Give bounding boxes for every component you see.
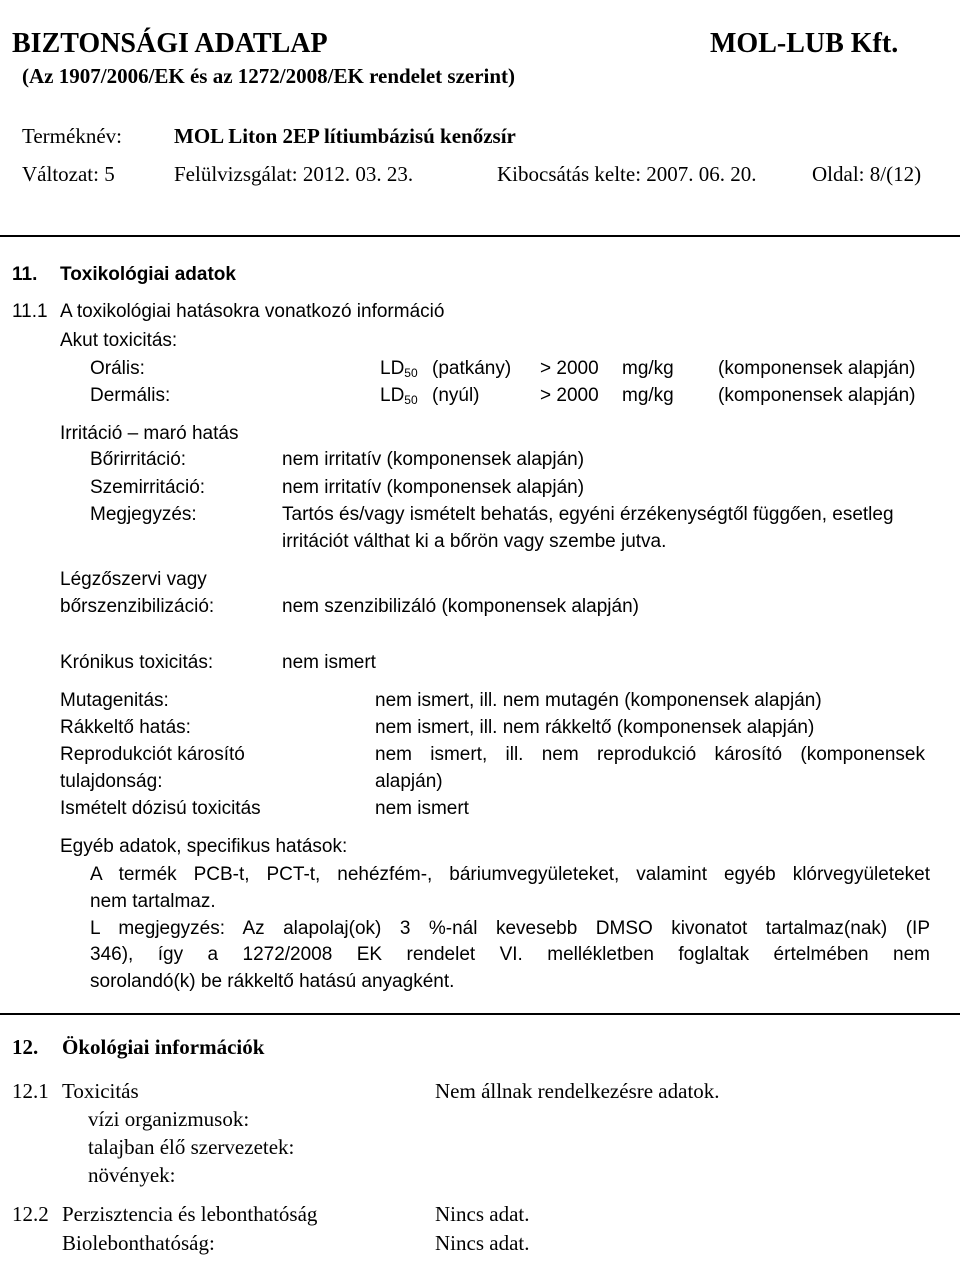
dermal-label: Dermális:: [90, 385, 171, 406]
chronic-toxicity-value: nem ismert: [282, 652, 376, 673]
skin-irritation-label: Bőrirritáció:: [90, 449, 187, 470]
subsection-12-1-value: Nem állnak rendelkezésre adatok.: [435, 1079, 720, 1103]
skin-irritation-value: nem irritatív (komponensek alapján): [282, 449, 585, 470]
product-name: MOL Liton 2EP lítiumbázisú kenőzsír: [174, 124, 516, 148]
carcinogenicity-label: Rákkeltő hatás:: [60, 717, 191, 738]
version-info: Változat: 5: [22, 162, 115, 186]
chronic-toxicity-label: Krónikus toxicitás:: [60, 652, 214, 673]
other-paragraph-2-line-3: sorolandó(k) be rákkeltő hatású anyagként.: [90, 971, 455, 992]
reproductive-value-1: nem ismert, ill. nem reprodukció károsító (komponensek: [375, 744, 925, 765]
oral-ld50: $LD_{50}$: [380, 358, 418, 380]
mutagenicity-label: Mutagenitás:: [60, 690, 169, 711]
subsection-12-1-number: 12.1: [12, 1079, 49, 1103]
note-line-1: Tartós és/vagy ismételt behatás, egyéni érzékenységtől függően, esetleg: [282, 504, 894, 525]
other-paragraph-2-line-1: L megjegyzés: Az alapolaj(ok) 3 %-nál kevesebb DMSO kivonatot tartalmaz(nak) (IP: [90, 918, 930, 939]
biodegradability-value: Nincs adat.: [435, 1231, 530, 1255]
dermal-species: (nyúl): [432, 385, 480, 406]
oral-species: (patkány): [432, 358, 512, 379]
sensitization-label-1: Légzőszervi vagy: [60, 569, 207, 590]
dermal-value: > 2000: [540, 385, 599, 406]
reproductive-label-1: Reprodukciót károsító: [60, 744, 245, 765]
note-line-2: irritációt válthat ki a bőrön vagy szembe jutva.: [282, 531, 667, 552]
page-number: Oldal: 8/(12): [812, 162, 922, 186]
biodegradability-label: Biolebonthatóság:: [62, 1231, 215, 1255]
acute-toxicity-label: Akut toxicitás:: [60, 330, 178, 351]
oral-label: Orális:: [90, 358, 145, 379]
other-paragraph-1-line-1: A termék PCB-t, PCT-t, nehézfém-, báriumvegyületeket, valamint egyéb klórvegyületeket: [90, 864, 930, 885]
mutagenicity-value: nem ismert, ill. nem mutagén (komponensek alapján): [375, 690, 822, 711]
note-label: Megjegyzés:: [90, 504, 197, 525]
regulation-note: (Az 1907/2006/EK és az 1272/2008/EK rendelet szerint): [22, 64, 516, 88]
eye-irritation-label: Szemirritáció:: [90, 477, 206, 498]
oral-note: (komponensek alapján): [718, 358, 916, 379]
issue-date: Kibocsátás kelte: 2007. 06. 20.: [497, 162, 757, 186]
reproductive-label-2: tulajdonság:: [60, 771, 163, 792]
other-paragraph-2-line-2: 346), így a 1272/2008 EK rendelet VI. mellékletben foglaltak értelmében nem: [90, 944, 930, 965]
toxicity-item-soil: talajban élő szervezetek:: [88, 1135, 295, 1159]
toxicity-item-aquatic: vízi organizmusok:: [88, 1107, 250, 1131]
header-divider: [0, 235, 960, 237]
subsection-12-2-value: Nincs adat.: [435, 1202, 530, 1226]
repeated-dose-label: Ismételt dózisú toxicitás: [60, 798, 261, 819]
sensitization-label-2: bőrszenzibilizáció:: [60, 596, 215, 617]
irritation-title: Irritáció – maró hatás: [60, 423, 239, 444]
section-11-heading: Toxikológiai adatok: [60, 264, 236, 285]
subsection-12-2-title: Perzisztencia és lebonthatóság: [62, 1202, 318, 1226]
company-name: MOL-LUB Kft.: [710, 28, 899, 59]
document-title: BIZTONSÁGI ADATLAP: [12, 28, 328, 59]
subsection-12-1-title: Toxicitás: [62, 1079, 139, 1103]
oral-value: > 2000: [540, 358, 599, 379]
dermal-ld50: $LD_{50}$: [380, 385, 418, 407]
sensitization-value: nem szenzibilizáló (komponensek alapján): [282, 596, 639, 617]
repeated-dose-value: nem ismert: [375, 798, 469, 819]
carcinogenicity-value: nem ismert, ill. nem rákkeltő (komponensek alapján): [375, 717, 815, 738]
other-data-label: Egyéb adatok, specifikus hatások:: [60, 836, 348, 857]
section-12-number: 12.: [12, 1035, 39, 1059]
dermal-note: (komponensek alapján): [718, 385, 916, 406]
subsection-11-1-number: 11.1: [12, 301, 48, 322]
subsection-12-2-number: 12.2: [12, 1202, 49, 1226]
section-12-heading: Ökológiai információk: [62, 1035, 265, 1059]
toxicity-item-plants: növények:: [88, 1163, 176, 1187]
subsection-11-1-title: A toxikológiai hatásokra vonatkozó információ: [60, 301, 445, 322]
reproductive-value-2: alapján): [375, 771, 443, 792]
section-11-number: 11.: [12, 264, 38, 285]
other-paragraph-1-line-2: nem tartalmaz.: [90, 891, 216, 912]
product-label: Terméknév:: [22, 124, 122, 148]
dermal-unit: mg/kg: [622, 385, 674, 406]
section-divider: [0, 1013, 960, 1015]
revision-date: Felülvizsgálat: 2012. 03. 23.: [174, 162, 414, 186]
eye-irritation-value: nem irritatív (komponensek alapján): [282, 477, 585, 498]
oral-unit: mg/kg: [622, 358, 674, 379]
